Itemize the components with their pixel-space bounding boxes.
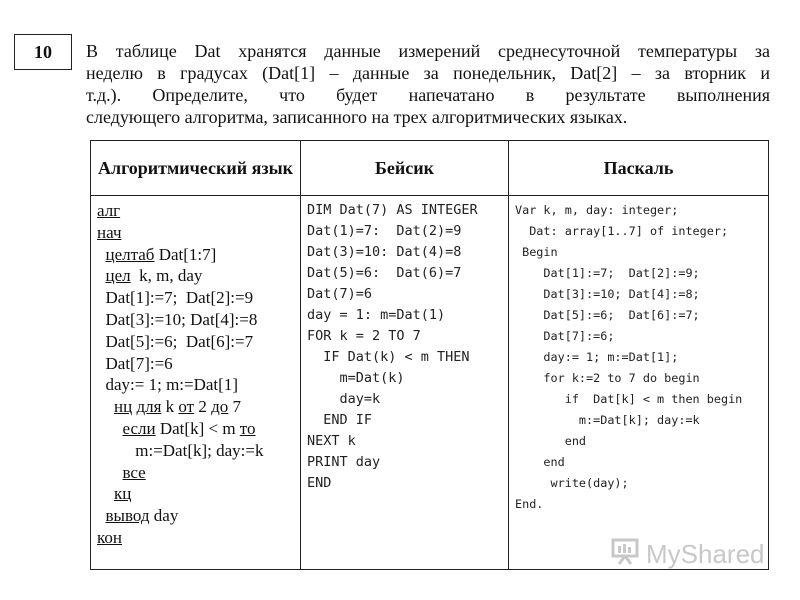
task-line: неделю в градусах (Dat[1] – данные за понедельник, Dat[2] – за вторник и — [86, 63, 770, 83]
question-number: 10 — [14, 34, 72, 70]
algorithmic-code-line: кон — [97, 527, 122, 547]
task-line: т.д.). Определите, что будет напечатано в результате выполнения — [86, 85, 770, 105]
algorithmic-code-line: алг — [97, 201, 121, 220]
algorithmic-code-line: day:= 1; m:=Dat[1] — [97, 375, 238, 395]
pascal-code-line: end — [515, 455, 565, 469]
basic-code-line: END — [307, 475, 332, 491]
basic-code-line: DIM Dat(7) AS INTEGER — [307, 202, 478, 218]
pascal-code-line: end — [515, 434, 587, 448]
basic-code-line: IF Dat(k) < m THEN — [307, 349, 470, 365]
basic-code-line: m=Dat(k) — [307, 370, 405, 386]
pascal-code-line: Dat[7]:=6; — [515, 329, 615, 343]
header-algorithmic: Алгоритмический язык — [91, 141, 301, 196]
watermark — [610, 536, 765, 573]
algorithmic-code-line: Dat[1]:=7; Dat[2]:=9 — [97, 288, 254, 308]
task-line: следующего алгоритма, записанного на трех алгоритмических языках. — [86, 107, 628, 127]
algorithmic-code-line: целтаб Dat[1:7] — [105, 244, 217, 264]
basic-code-line: Dat(5)=6: Dat(6)=7 — [307, 265, 462, 281]
basic-code-line: FOR k = 2 TO 7 — [307, 328, 421, 344]
algorithmic-code-line: Dat[5]:=6; Dat[6]:=7 — [97, 331, 254, 351]
algorithmic-code-line: цел k, m, day — [105, 266, 203, 286]
pascal-code-line: for k:=2 to 7 do begin — [515, 371, 700, 385]
pascal-code-line: Begin — [515, 245, 558, 259]
algorithmic-code-line: Dat[7]:=6 — [97, 353, 173, 373]
algorithmic-code-line: m:=Dat[k]; day:=k — [97, 440, 264, 460]
basic-code-line: Dat(7)=6 — [307, 286, 373, 302]
basic-code-line: PRINT day — [307, 454, 381, 470]
basic-code — [301, 196, 508, 494]
basic-code-line: END IF — [307, 412, 373, 428]
algorithmic-code-line: все — [122, 462, 146, 482]
pascal-code — [509, 196, 768, 515]
pascal-code-line: day:= 1; m:=Dat[1]; — [515, 350, 679, 364]
basic-code-line: NEXT k — [307, 433, 356, 449]
pascal-code-line: if Dat[k] < m then begin — [515, 392, 743, 406]
watermark-text: MyShared — [646, 539, 765, 569]
basic-cell — [301, 196, 509, 570]
basic-code-line: Dat(3)=10: Dat(4)=8 — [307, 244, 462, 260]
pascal-code-line: Dat: array[1..7] of integer; — [515, 224, 729, 238]
pascal-cell — [509, 196, 769, 570]
basic-code-line: Dat(1)=7: Dat(2)=9 — [307, 223, 462, 239]
pascal-code-line: Dat[3]:=10; Dat[4]:=8; — [515, 287, 700, 301]
basic-code-line: day=k — [307, 391, 381, 407]
pascal-code-line: m:=Dat[k]; day:=k — [515, 413, 700, 427]
pascal-code-line: write(day); — [515, 476, 629, 490]
algorithmic-code — [91, 196, 300, 549]
algorithmic-code-line: нц для k от 2 до 7 — [114, 397, 242, 417]
basic-code-line: day = 1: m=Dat(1) — [307, 307, 446, 323]
algorithmic-cell — [91, 196, 301, 570]
pascal-code-line: Var k, m, day: integer; — [515, 203, 679, 217]
pascal-code-line: Dat[1]:=7; Dat[2]:=9; — [515, 266, 700, 280]
task-text — [86, 40, 770, 128]
algorithm-table — [90, 140, 769, 570]
algorithmic-code-line: вывод day — [105, 506, 179, 526]
algorithmic-code-line: если Dat[k] < m то — [122, 418, 256, 438]
header-pascal: Паскаль — [509, 141, 769, 196]
algorithmic-code-line: нач — [97, 222, 122, 242]
task-line: В таблице Dat хранятся данные измерений среднесуточной температуры за — [86, 41, 770, 61]
algorithmic-code-line: Dat[3]:=10; Dat[4]:=8 — [97, 309, 258, 329]
pascal-code-line: Dat[5]:=6; Dat[6]:=7; — [515, 308, 700, 322]
presentation-board-icon — [610, 536, 646, 573]
algorithmic-code-line: кц — [114, 484, 132, 504]
header-basic: Бейсик — [301, 141, 509, 196]
pascal-code-line: End. — [515, 497, 544, 511]
